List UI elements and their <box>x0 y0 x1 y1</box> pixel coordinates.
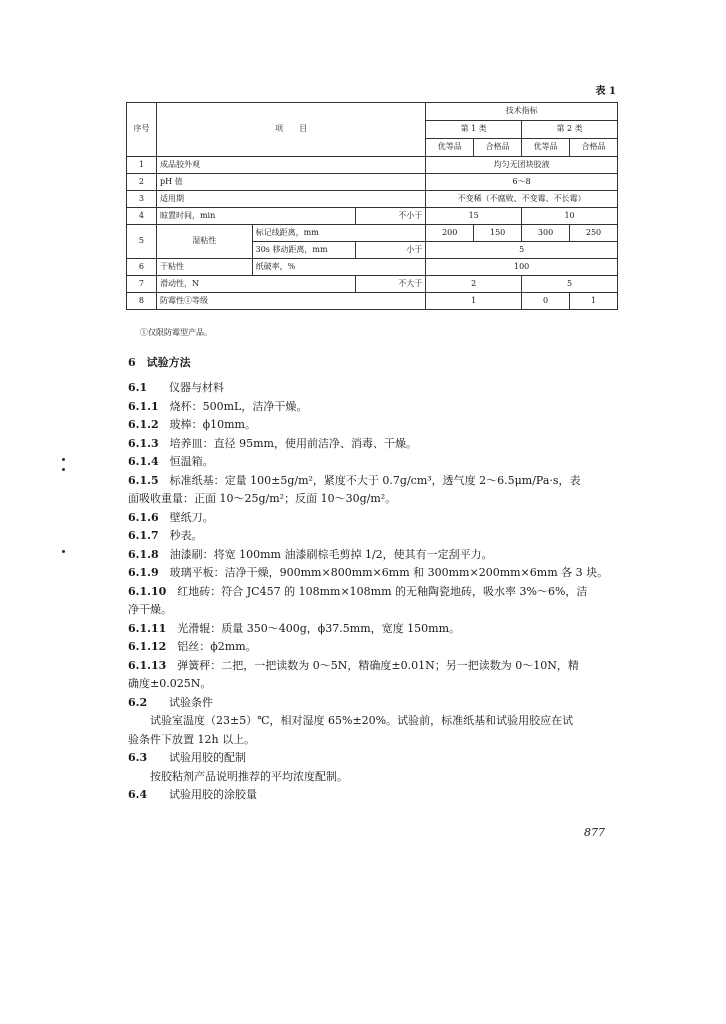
text-line: 6.3 试验用胶的配制 <box>128 751 246 764</box>
row-condition: 不大于 <box>356 276 426 293</box>
text-line: 6.1.13 弹簧秤：二把，一把读数为 0～5N，精确度±0.01N；另一把读数为 0～10N，精 <box>128 658 579 672</box>
header-seq: 序号 <box>127 103 157 157</box>
row-item: 防霉性①等级 <box>156 293 425 310</box>
text-line: 6.1.9 玻璃平板：洁净干燥，900mm×800mm×6mm 和 300mm×200mm×6mm 各 3 块。 <box>128 566 609 579</box>
margin-speck <box>62 458 65 461</box>
row-value: 10 <box>522 208 618 225</box>
body-text <box>128 379 622 805</box>
row-value: 15 <box>426 208 522 225</box>
table-row <box>127 191 618 208</box>
row-value: 2 <box>426 276 522 293</box>
row-number: 6 <box>127 259 157 276</box>
text-line: 6.1.4 恒温箱。 <box>128 455 214 468</box>
row-value: 不变稀（不腐败、不变霉、不长霉） <box>426 191 618 208</box>
row-condition: 小于 <box>356 242 426 259</box>
row-subitem: 标记线距离，mm <box>252 225 426 242</box>
row-value: 250 <box>570 225 618 242</box>
row-number: 7 <box>127 276 157 293</box>
table-row <box>127 276 618 293</box>
row-number: 8 <box>127 293 157 310</box>
page-number: 877 <box>584 826 605 839</box>
header-grade: 优等品 <box>426 139 474 157</box>
text-line: 6.1.7 秒表。 <box>128 529 203 542</box>
text-line: 6.4 试验用胶的涂胶量 <box>128 788 257 801</box>
row-subitem: 纸破率，% <box>252 259 426 276</box>
row-value: 均匀无团块胶液 <box>426 157 618 174</box>
table-footnote: ①仅限防霉型产品。 <box>140 328 212 337</box>
text-line: 试验室温度（23±5）℃，相对湿度 65%±20%。试验前，标准纸基和试验用胶应在试 <box>128 714 574 727</box>
row-value: 5 <box>426 242 618 259</box>
header-class2: 第 2 类 <box>522 121 618 139</box>
text-line: 净干燥。 <box>128 603 172 616</box>
row-value: 6～8 <box>426 174 618 191</box>
text-line: 6.1.1 烧杯：500mL，洁净干燥。 <box>128 399 308 413</box>
header-item: 项 目 <box>156 103 425 157</box>
header-grade: 优等品 <box>522 139 570 157</box>
text-line: 6.2 试验条件 <box>128 695 213 709</box>
row-value: 300 <box>522 225 570 242</box>
row-value: 0 <box>522 293 570 310</box>
row-item: 晾置时间，min <box>156 208 356 225</box>
text-line: 6.1.11 光滑辊：质量 350～400g，ϕ37.5mm，宽度 150mm。 <box>128 621 461 635</box>
text-line: 确度±0.025N。 <box>128 677 212 690</box>
row-item: 适用期 <box>156 191 425 208</box>
text-line: 验条件下放置 12h 以上。 <box>128 732 256 746</box>
row-number: 4 <box>127 208 157 225</box>
section-heading: 6 试验方法 <box>128 356 191 369</box>
row-item: pH 值 <box>156 174 425 191</box>
row-value: 1 <box>426 293 522 310</box>
row-number: 5 <box>127 225 157 259</box>
row-item: 成品胶外观 <box>156 157 425 174</box>
table-row <box>127 293 618 310</box>
header-class1: 第 1 类 <box>426 121 522 139</box>
header-group: 技术指标 <box>426 103 618 121</box>
header-grade: 合格品 <box>474 139 522 157</box>
row-value: 200 <box>426 225 474 242</box>
text-line: 面吸收重量：正面 10～25g/m²；反面 10～30g/m²。 <box>128 492 397 505</box>
table-row <box>127 157 618 174</box>
row-condition: 不小于 <box>356 208 426 225</box>
row-item: 干粘性 <box>156 259 252 276</box>
table-label: 表 1 <box>595 86 616 97</box>
text-line: 6.1.5 标准纸基：定量 100±5g/m²，紧度不大于 0.7g/cm³，透气度 2～6.5μm/Pa·s，表 <box>128 473 581 487</box>
text-line: 6.1.3 培养皿：直径 95mm，使用前洁净、消毒、干燥。 <box>128 436 417 450</box>
table-row <box>127 225 618 242</box>
row-value: 1 <box>570 293 618 310</box>
specification-table <box>126 102 618 310</box>
row-value: 5 <box>522 276 618 293</box>
row-subitem: 30s 移动距离，mm <box>252 242 356 259</box>
row-number: 3 <box>127 191 157 208</box>
row-item: 滑动性，N <box>156 276 356 293</box>
row-value: 100 <box>426 259 618 276</box>
text-line: 6.1.12 铝丝：ϕ2mm。 <box>128 640 257 653</box>
text-line: 6.1.10 红地砖：符合 JC457 的 108mm×108mm 的无釉陶瓷地砖，吸水率 3%～6%，洁 <box>128 584 588 598</box>
margin-speck <box>62 468 65 471</box>
text-line: 6.1.2 玻棒：ϕ10mm。 <box>128 418 256 431</box>
text-line: 按胶粘剂产品说明推荐的平均浓度配制。 <box>128 769 348 783</box>
text-line: 6.1 仪器与材料 <box>128 381 224 394</box>
header-grade: 合格品 <box>570 139 618 157</box>
row-number: 1 <box>127 157 157 174</box>
table-header-row <box>127 103 618 121</box>
text-line: 6.1.8 油漆刷：将宽 100mm 油漆刷棕毛剪掉 1/2，使其有一定刮平力。 <box>128 547 493 561</box>
table-row <box>127 259 618 276</box>
margin-speck <box>62 550 65 553</box>
row-item: 湿粘性 <box>156 225 252 259</box>
text-line: 6.1.6 壁纸刀。 <box>128 510 214 524</box>
table-row <box>127 174 618 191</box>
row-number: 2 <box>127 174 157 191</box>
table-row <box>127 208 618 225</box>
row-value: 150 <box>474 225 522 242</box>
